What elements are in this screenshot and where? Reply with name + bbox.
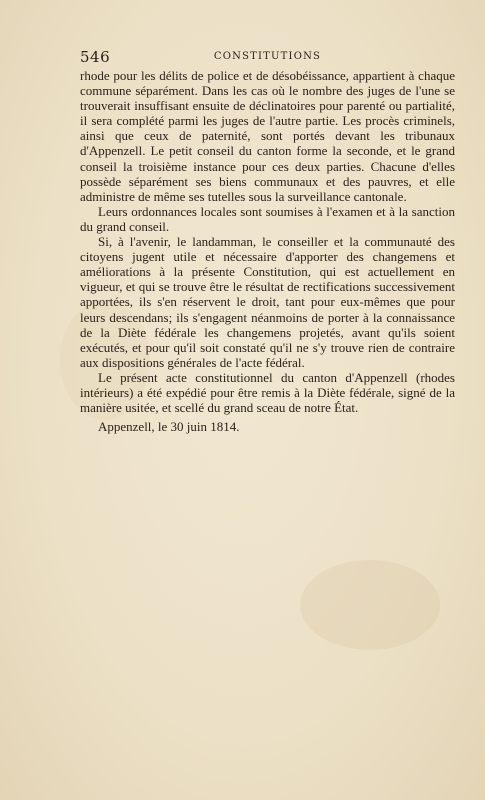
page-number: 546 [80,48,111,66]
paragraph: Le présent acte constitutionnel du canton d'Appenzell (rhodes intérieurs) a été expédié pour être remis à la Diète fédérale, signé de la manière usitée, et scellé du grand sceau de notre État. [80,369,455,416]
body-text [80,68,455,434]
paragraph: Leurs ordonnances locales sont soumises à l'examen et à la sanction du grand conseil. [80,203,455,234]
page-header [80,48,455,66]
signature-line: Appenzell, le 30 juin 1814. [98,419,240,435]
paragraph: rhode pour les délits de police et de désobéissance, appartient à chaque commune séparément. Dans les cas où le nombre des juges de l'une se trouverait insuffisant ensuite de déclinatoires pour parenté ou partialité, il sera complété parmi les juges de l'autre partie. Les procès criminels, ainsi que ceux de paternité, sont portés devant les tribunaux d'Appenzell. Le petit conseil du canton forme la seconde, et le grand conseil la troisième instance pour ces deux parties. Chacune d'elles possède séparément ses biens communaux et des pauvres, et elle administre de même ses tutelles sous la surveillance cantonale. [80,68,455,204]
paragraph: Si, à l'avenir, le landamman, le conseiller et la communauté des citoyens jugent utile et nécessaire d'apporter des changemens et améliorations à la présente Constitution, qui est actuellement en vigueur, et qui se trouve être le résultat de rectifications successivement apportées, ils s'en réservent le droit, tant pour eux-mêmes que pour leurs descendans; ils s'engagent néanmoins de porter à la connaissance de la Diète fédérale les changemens projetés, avant qu'ils soient exécutés, et pour qu'il soit constaté qu'il ne s'y trouve rien de contraire aux dispositions générales de l'acte fédéral. [80,234,455,370]
running-title: CONSTITUTIONS [213,51,322,62]
paper-stain [300,560,440,650]
